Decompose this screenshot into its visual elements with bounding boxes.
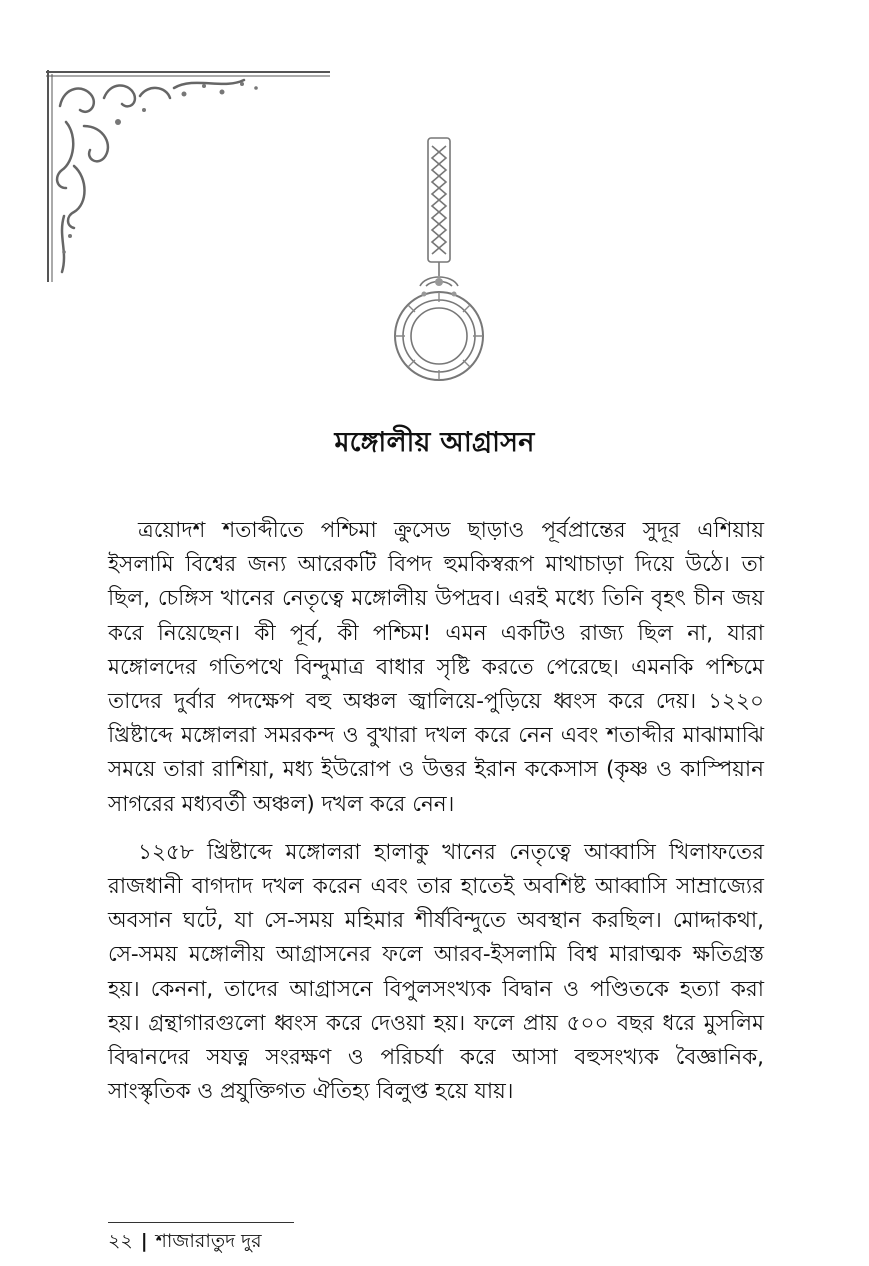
corner-ornament [44, 66, 334, 286]
footer-rule [108, 1222, 294, 1223]
book-title: শাজারাতুদ দুর [155, 1230, 262, 1252]
pendant-ornament [392, 136, 488, 392]
chapter-title: মঙ্গোলীয় আগ্রাসন [334, 427, 535, 458]
footer-separator: | [140, 1230, 148, 1252]
page-number: ২২ [108, 1230, 133, 1252]
page-footer [108, 1222, 298, 1259]
body-text [108, 514, 764, 1123]
paragraph: ত্রয়োদশ শতাব্দীতে পশ্চিমা ক্রুসেড ছাড়াও পূর্বপ্রান্তের সুদূর এশিয়ায় ইসলামি বিশ্বের জন্য আরেকটি বিপদ হুমকিস্বরূপ মাথাচাড়া দিয়ে উঠে। তা ছিল, চেঙ্গিস খানের নেতৃত্বে মঙ্গোলীয় উপদ্রব। এরই মধ্যে তিনি বৃহৎ চীন জয় করে নিয়েছেন। কী পূর্ব, কী পশ্চিম! এমন একটিও রাজ্য ছিল না, যারা মঙ্গোলদের গতিপথে বিন্দুমাত্র বাধার সৃষ্টি করতে পেরেছে। এমনকি পশ্চিমে তাদের দুর্বার পদক্ষেপ বহু অঞ্চল জ্বালিয়ে-পুড়িয়ে ধ্বংস করে দেয়। ১২২০ খ্রিষ্টাব্দে মঙ্গোলরা সমরকন্দ ও বুখারা দখল করে নেন এবং শতাব্দীর মাঝামাঝি সময়ে তারা রাশিয়া, মধ্য ইউরোপ ও উত্তর ইরান ককেসাস (কৃষ্ণ ও কাস্পিয়ান সাগরের মধ্যবর্তী অঞ্চল) দখল করে নেন। [108, 518, 764, 817]
paragraph: ১২৫৮ খ্রিষ্টাব্দে মঙ্গোলরা হালাকু খানের নেতৃত্বে আব্বাসি খিলাফতের রাজধানী বাগদাদ দখল করেন এবং তার হাতেই অবশিষ্ট আব্বাসি সাম্রাজ্যের অবসান ঘটে, যা সে-সময় মহিমার শীর্ষবিন্দুতে অবস্থান করছিল। মোদ্দাকথা, সে-সময় মঙ্গোলীয় আগ্রাসনের ফলে আরব-ইসলামি বিশ্ব মারাত্মক ক্ষতিগ্রস্ত হয়। কেননা, তাদের আগ্রাসনে বিপুলসংখ্যক বিদ্বান ও পণ্ডিতকে হত্যা করা হয়। গ্রন্থাগারগুলো ধ্বংস করে দেওয়া হয়। ফলে প্রায় ৫০০ বছর ধরে মুসলিম বিদ্বানদের সযত্ন সংরক্ষণ ও পরিচর্যা করে আসা বহুসংখ্যক বৈজ্ঞানিক, সাংস্কৃতিক ও প্রযুক্তিগত ঐতিহ্য বিলুপ্ত হয়ে যায়। [108, 839, 764, 1105]
